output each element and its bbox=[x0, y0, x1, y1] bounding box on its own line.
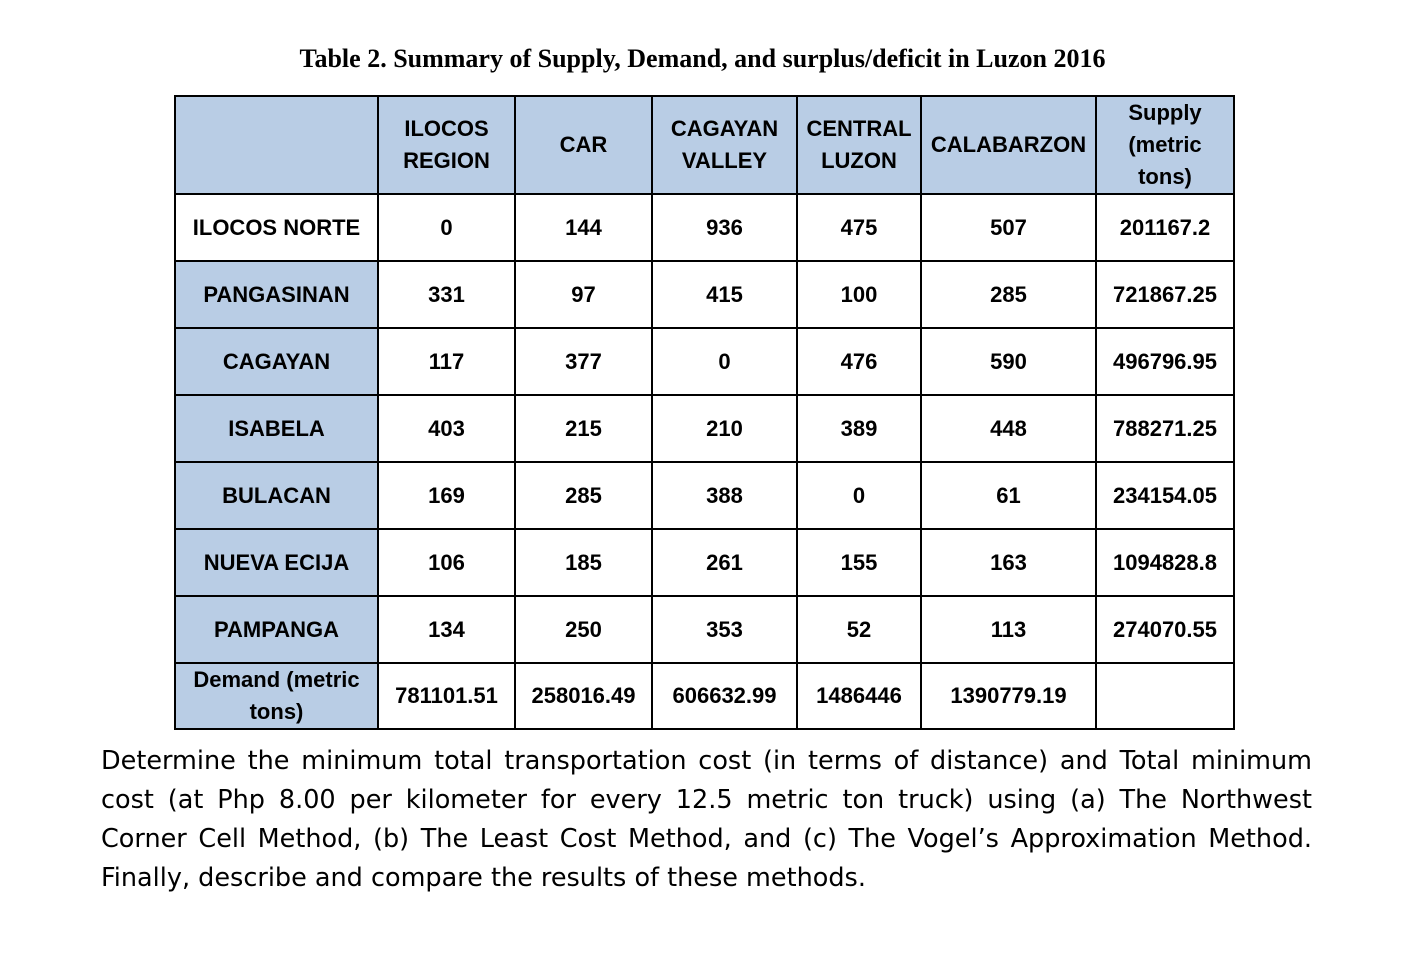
table-cell: 163 bbox=[921, 529, 1096, 596]
table-cell: 144 bbox=[515, 194, 652, 261]
table-cell: 134 bbox=[378, 596, 515, 663]
row-label: BULACAN bbox=[175, 462, 378, 529]
table-cell: 475 bbox=[797, 194, 921, 261]
table-cell: 285 bbox=[515, 462, 652, 529]
table-cell: 1094828.8 bbox=[1096, 529, 1234, 596]
table-cell: 155 bbox=[797, 529, 921, 596]
table-cell: 331 bbox=[378, 261, 515, 328]
table-cell: 106 bbox=[378, 529, 515, 596]
table-row bbox=[175, 529, 1234, 596]
row-label: ISABELA bbox=[175, 395, 378, 462]
demand-cell: 1486446 bbox=[797, 663, 921, 729]
table-cell: 285 bbox=[921, 261, 1096, 328]
table-cell: 0 bbox=[797, 462, 921, 529]
table-cell: 403 bbox=[378, 395, 515, 462]
table-cell: 169 bbox=[378, 462, 515, 529]
table-cell: 415 bbox=[652, 261, 797, 328]
summary-table bbox=[174, 95, 1235, 730]
row-label: PAMPANGA bbox=[175, 596, 378, 663]
column-header: CALABARZON bbox=[921, 96, 1096, 194]
table-row bbox=[175, 462, 1234, 529]
table-cell: 448 bbox=[921, 395, 1096, 462]
table-cell: 185 bbox=[515, 529, 652, 596]
table-cell: 476 bbox=[797, 328, 921, 395]
table-title: Table 2. Summary of Supply, Demand, and surplus/deficit in Luzon 2016 bbox=[299, 44, 1106, 73]
demand-row bbox=[175, 663, 1234, 729]
row-label: CAGAYAN bbox=[175, 328, 378, 395]
table-cell: 61 bbox=[921, 462, 1096, 529]
table-cell: 261 bbox=[652, 529, 797, 596]
demand-cell: 258016.49 bbox=[515, 663, 652, 729]
row-label: ILOCOS NORTE bbox=[175, 194, 378, 261]
question-paragraph: Determine the minimum total transportation cost (in terms of distance) and Total minimum cost (at Php 8.00 per kilometer for every 12.5 metric ton truck) using (a) The Northwest Corner Cell Method, (b) The Least Cost Method, and (c) The Vogel’s Approximation Method. Finally, describe and compare the results of these methods. bbox=[101, 746, 1312, 893]
table-cell: 210 bbox=[652, 395, 797, 462]
table-header-row bbox=[175, 96, 1234, 194]
demand-cell bbox=[1096, 663, 1234, 729]
table-cell: 507 bbox=[921, 194, 1096, 261]
demand-label: Demand (metric tons) bbox=[175, 663, 378, 729]
table-row bbox=[175, 328, 1234, 395]
table-cell: 201167.2 bbox=[1096, 194, 1234, 261]
demand-cell: 1390779.19 bbox=[921, 663, 1096, 729]
table-cell: 388 bbox=[652, 462, 797, 529]
corner-cell bbox=[175, 96, 378, 194]
table-cell: 234154.05 bbox=[1096, 462, 1234, 529]
table-row bbox=[175, 596, 1234, 663]
table-cell: 377 bbox=[515, 328, 652, 395]
column-header: Supply (metric tons) bbox=[1096, 96, 1234, 194]
table-cell: 117 bbox=[378, 328, 515, 395]
table-cell: 0 bbox=[652, 328, 797, 395]
demand-cell: 606632.99 bbox=[652, 663, 797, 729]
table-cell: 936 bbox=[652, 194, 797, 261]
table-cell: 100 bbox=[797, 261, 921, 328]
table-cell: 0 bbox=[378, 194, 515, 261]
column-header: ILOCOS REGION bbox=[378, 96, 515, 194]
table-row bbox=[175, 194, 1234, 261]
row-label: NUEVA ECIJA bbox=[175, 529, 378, 596]
table-cell: 52 bbox=[797, 596, 921, 663]
table-cell: 389 bbox=[797, 395, 921, 462]
table-cell: 496796.95 bbox=[1096, 328, 1234, 395]
table-cell: 590 bbox=[921, 328, 1096, 395]
table-row bbox=[175, 395, 1234, 462]
column-header: CENTRAL LUZON bbox=[797, 96, 921, 194]
column-header: CAR bbox=[515, 96, 652, 194]
table-cell: 250 bbox=[515, 596, 652, 663]
table-cell: 215 bbox=[515, 395, 652, 462]
demand-cell: 781101.51 bbox=[378, 663, 515, 729]
column-header: CAGAYAN VALLEY bbox=[652, 96, 797, 194]
table-cell: 274070.55 bbox=[1096, 596, 1234, 663]
table-cell: 721867.25 bbox=[1096, 261, 1234, 328]
table-cell: 113 bbox=[921, 596, 1096, 663]
table-cell: 353 bbox=[652, 596, 797, 663]
table-row bbox=[175, 261, 1234, 328]
table-cell: 788271.25 bbox=[1096, 395, 1234, 462]
row-label: PANGASINAN bbox=[175, 261, 378, 328]
table-cell: 97 bbox=[515, 261, 652, 328]
